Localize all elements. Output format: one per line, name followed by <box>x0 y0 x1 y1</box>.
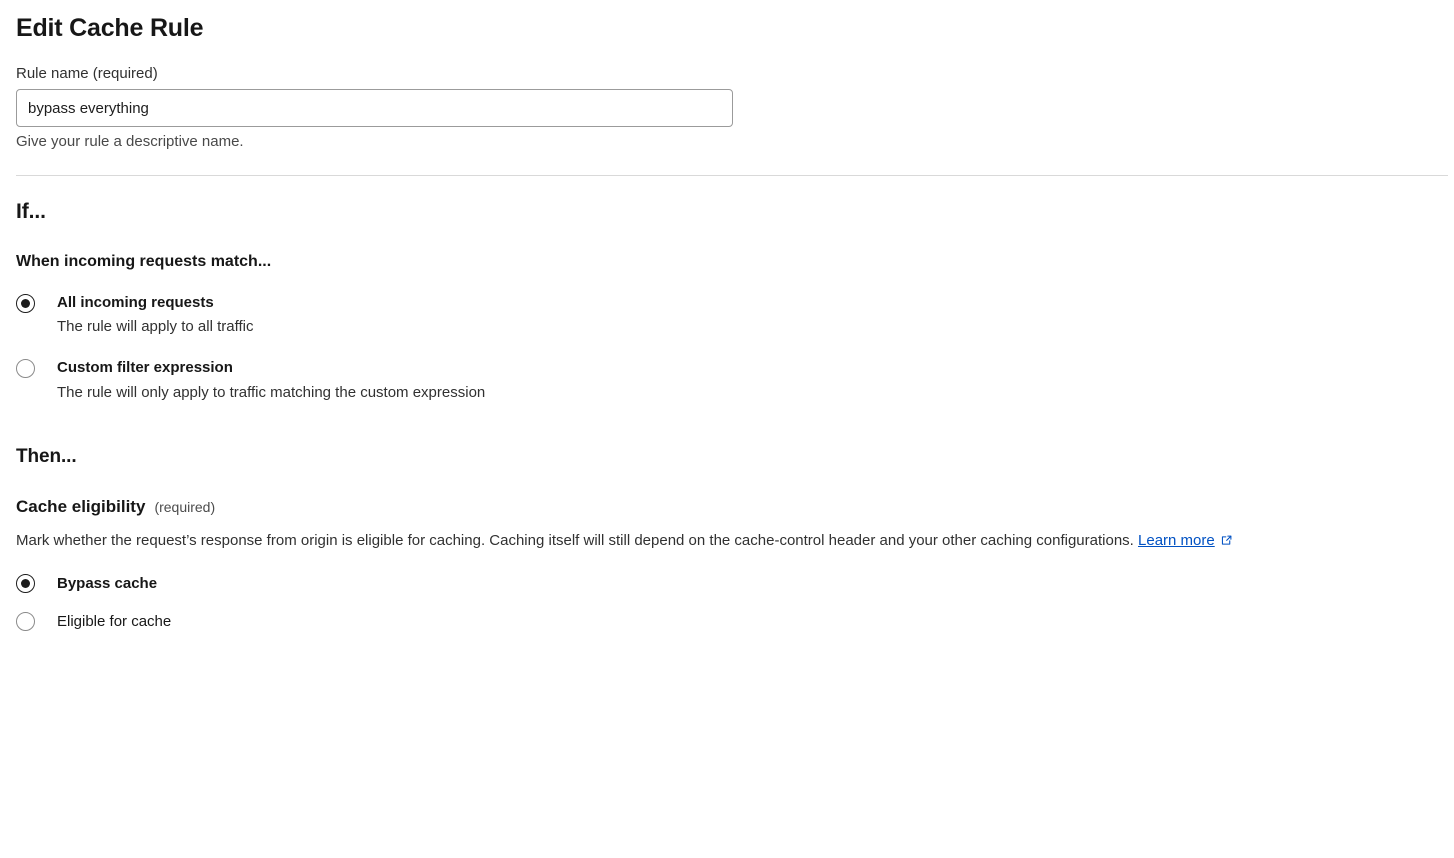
rule-name-input[interactable] <box>16 89 733 127</box>
rule-name-field-group <box>16 65 1438 150</box>
radio-option-bypass-cache[interactable] <box>16 574 1438 593</box>
if-section-heading: If... <box>16 200 46 223</box>
rule-name-help-text: Give your rule a descriptive name. <box>16 133 244 150</box>
radio-desc-all-incoming-requests: The rule will apply to all traffic <box>57 318 254 336</box>
radio-desc-custom-filter-expression: The rule will only apply to traffic matching the custom expression <box>57 383 486 401</box>
cache-eligibility-title: Cache eligibility <box>16 496 146 516</box>
radio-icon-eligible-for-cache[interactable] <box>16 612 35 631</box>
cache-eligibility-radio-group <box>16 574 1438 631</box>
radio-label-bypass-cache: Bypass cache <box>57 575 158 592</box>
external-link-icon <box>1220 531 1233 554</box>
radio-icon-bypass-cache[interactable] <box>16 574 35 593</box>
radio-option-all-incoming-requests[interactable] <box>16 293 1438 336</box>
radio-icon-custom-filter-expression[interactable] <box>16 359 35 378</box>
radio-option-eligible-for-cache[interactable] <box>16 612 1438 631</box>
incoming-requests-radio-group <box>16 293 1438 402</box>
radio-label-eligible-for-cache: Eligible for cache <box>57 613 172 630</box>
cache-eligibility-required-note: (required) <box>154 498 216 515</box>
radio-label-custom-filter-expression: Custom filter expression <box>57 359 233 377</box>
cache-eligibility-description: Mark whether the request’s response from origin is eligible for caching. Caching itself will still depend on the cache-control header and your other caching configurations. <box>16 531 1134 549</box>
radio-icon-all-incoming-requests[interactable] <box>16 294 35 313</box>
cache-eligibility-description-block <box>16 529 1438 554</box>
section-divider <box>16 175 1448 176</box>
cache-eligibility-heading-row <box>16 497 1438 517</box>
learn-more-link[interactable]: Learn more <box>1138 531 1215 549</box>
radio-option-custom-filter-expression[interactable] <box>16 358 1438 401</box>
radio-label-all-incoming-requests: All incoming requests <box>57 294 214 311</box>
page-title: Edit Cache Rule <box>16 14 204 42</box>
then-section-heading: Then... <box>16 445 77 467</box>
incoming-requests-subheading: When incoming requests match... <box>16 253 272 270</box>
rule-name-label: Rule name (required) <box>16 65 158 82</box>
